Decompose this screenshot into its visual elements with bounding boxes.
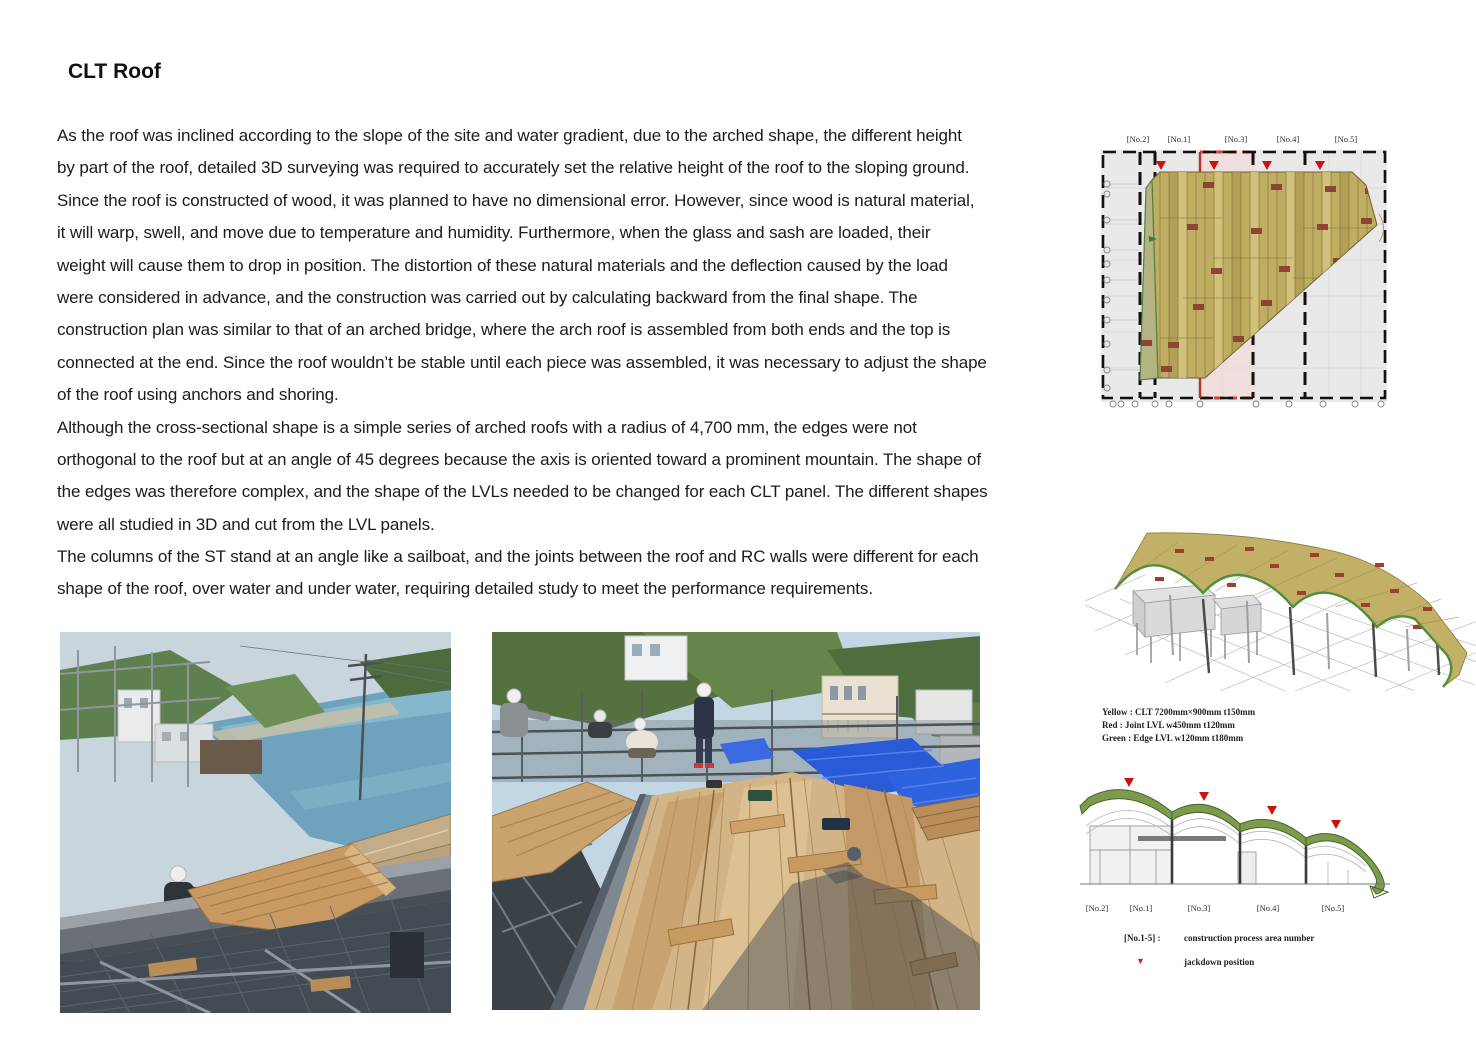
plan-zone-label: [No.1]: [1167, 134, 1191, 144]
text-line: shape of the roof, over water and under water, requiring detailed study to meet the performance requirements.: [57, 579, 873, 599]
model-3d-svg: [1085, 503, 1476, 695]
page-title: CLT Roof: [68, 60, 161, 83]
text-line: it will warp, swell, and move due to temperature and humidity. Furthermore, when the glass and sash are loaded, their: [57, 223, 931, 243]
plan-zone-label: [No.2]: [1126, 134, 1150, 144]
left-photo-art: [60, 632, 451, 1013]
text-line: of the roof using anchors and shoring.: [57, 385, 339, 405]
construction-photo-lvl-on-steel-beam: [60, 632, 451, 1013]
model-caption-line: Green : Edge LVL w120mm t180mm: [1102, 732, 1244, 743]
diagram-3d-model: [1085, 503, 1476, 695]
text-line: weight will cause them to drop in position. The distortion of these natural materials and the deflection caused by the load: [57, 255, 948, 275]
model-caption-line: Yellow : CLT 7200mm×900mm t150mm: [1102, 707, 1256, 717]
text-line: The columns of the ST stand at an angle like a sailboat, and the joints between the roof and RC walls were different for each: [57, 547, 979, 567]
model-caption: [1102, 706, 1255, 744]
text-line: As the roof was inclined according to the slope of the site and water gradient, due to the arched shape, the different height: [57, 126, 962, 145]
section-zone-label: [No.4]: [1256, 903, 1280, 913]
legend-text: jackdown position: [1184, 957, 1255, 967]
cross-section-svg: [1078, 766, 1403, 922]
text-line: the edges was therefore complex, and the shape of the LVLs needed to be changed for each CLT panel. The different shapes: [57, 482, 988, 502]
section-zone-label: [No.5]: [1321, 903, 1345, 913]
construction-photo-clt-roof-deck: [492, 632, 980, 1010]
text-line: Although the cross-sectional shape is a simple series of arched roofs with a radius of 4,700 mm, the edges were not: [57, 417, 917, 437]
text-line: orthogonal to the roof but at an angle of 45 degrees because the axis is oriented toward a prominent mountain. The shape of: [57, 449, 981, 469]
legend-symbol: [No.1-5] :: [1124, 933, 1161, 943]
right-photo-art: [492, 632, 980, 1010]
diagram-roof-plan: [1093, 128, 1393, 410]
roof-plan-svg: [1093, 128, 1393, 410]
section-zone-label: [No.3]: [1187, 903, 1211, 913]
legend-text: construction process area number: [1184, 933, 1315, 943]
plan-zone-label: [No.4]: [1276, 134, 1300, 144]
plan-zone-label: [No.5]: [1334, 134, 1358, 144]
model-caption-line: Red : Joint LVL w450mm t120mm: [1102, 719, 1235, 730]
diagram-cross-section: [1078, 766, 1403, 922]
text-line: connected at the end. Since the roof wouldn’t be stable until each piece was assembled, it was necessary to adjust the shape: [57, 352, 987, 372]
text-line: construction plan was similar to that of an arched bridge, where the arch roof is assembled from both ends and the top is: [57, 320, 951, 340]
plan-zone-label: [No.3]: [1224, 134, 1248, 144]
text-line: were all studied in 3D and cut from the LVL panels.: [57, 514, 435, 534]
text-line: by part of the roof, detailed 3D surveying was required to accurately set the relative height of the roof to the sloping ground.: [57, 158, 970, 178]
text-line: Since the roof is constructed of wood, it was planned to have no dimensional error. However, since wood is natural material,: [57, 190, 975, 210]
section-zone-label: [No.1]: [1129, 903, 1153, 913]
section-zone-label: [No.2]: [1085, 903, 1109, 913]
body-text: [57, 120, 988, 606]
jackdown-triangle-icon: ▼: [1136, 956, 1145, 966]
text-line: were considered in advance, and the construction was carried out by calculating backward from the final shape. The: [57, 287, 918, 307]
